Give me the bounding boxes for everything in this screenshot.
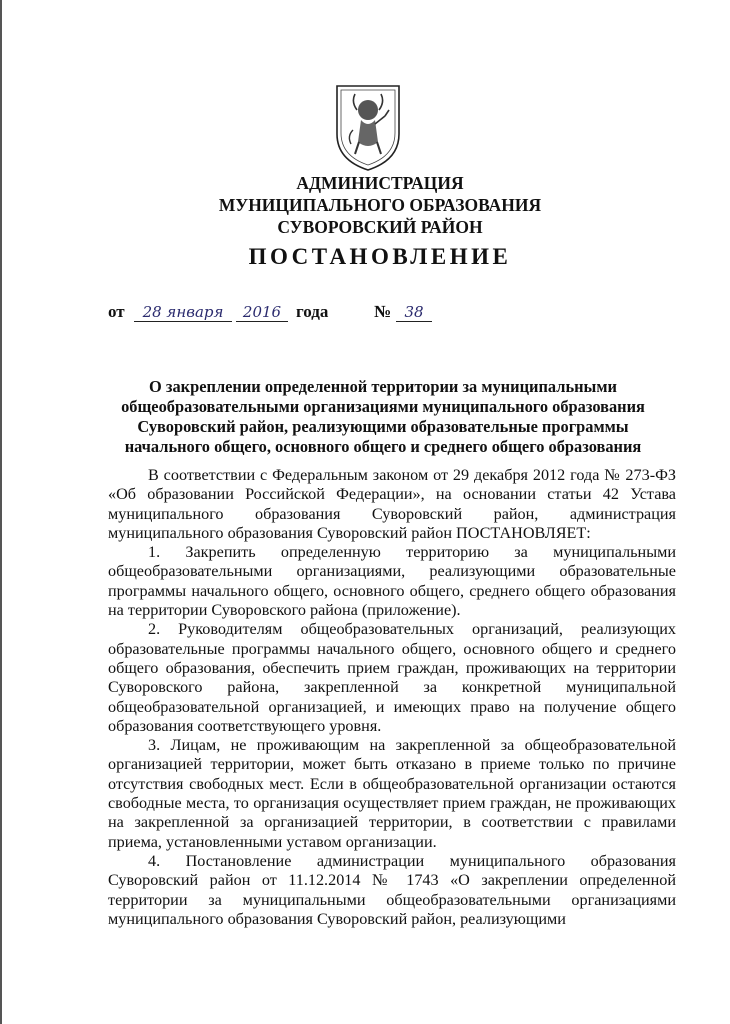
document-subject	[112, 377, 654, 457]
handwritten-number: 38	[396, 303, 432, 322]
handwritten-date: 28 января	[134, 303, 232, 322]
year-label: года	[296, 302, 329, 321]
document-body	[108, 466, 676, 929]
subject-line-1: О закреплении определенной территории за муниципальными	[149, 377, 617, 396]
scan-edge	[0, 0, 2, 1024]
org-line-3: СУВОРОВСКИЙ РАЙОН	[277, 217, 483, 237]
organization-name	[150, 172, 610, 238]
org-line-2: МУНИЦИПАЛЬНОГО ОБРАЗОВАНИЯ	[218, 195, 542, 215]
paragraph-item-4: 4. Постановление администрации муниципального образования Суворовский район от 11.12.2014 № 1743 «О закреплении определенной территории за муниципальными общеобразовательными организациями муниципального образования Суворовский район, реализующими	[108, 851, 676, 928]
org-line-1: АДМИНИСТРАЦИЯ	[296, 173, 464, 193]
paragraph-item-3: 3. Лицам, не проживающим на закрепленной за общеобразовательной организацией территории, может быть отказано в приеме только по причине отсутствия свободных мест. Если в общеобразовательной организации остаются свободные места, то организация осуществляет прием граждан, не проживающих на закрепленной за организацией территории, в соответствии с правилами приема, установленными уставом организации.	[108, 736, 676, 851]
subject-line-2: общеобразовательными организациями муниципального образования	[121, 397, 645, 416]
date-line	[108, 300, 508, 326]
coat-of-arms-icon	[331, 80, 405, 172]
from-label: от	[108, 302, 125, 321]
subject-line-4: начального общего, основного общего и среднего общего образования	[124, 437, 642, 456]
number-label: №	[374, 302, 392, 321]
document-title: ПОСТАНОВЛЕНИЕ	[248, 244, 512, 269]
paragraph-item-2: 2. Руководителям общеобразовательных организаций, реализующих образовательные программы начального общего, основного общего и среднего общего образования, обеспечить прием граждан, проживающих на территории Суворовского района, закрепленной за конкретной муниципальной общеобразовательной организацией, и имеющих право на получение общего образования соответствующего уровня.	[108, 620, 676, 735]
paragraph-item-1: 1. Закрепить определенную территорию за муниципальными общеобразовательными организациями, реализующими образовательные программы начального общего, основного общего, среднего общего образования на территории Суворовского района (приложение).	[108, 543, 676, 620]
subject-line-3: Суворовский район, реализующими образовательные программы	[137, 417, 629, 436]
handwritten-year: 2016	[236, 303, 288, 322]
preamble-paragraph: В соответствии с Федеральным законом от 29 декабря 2012 года № 273-ФЗ «Об образовании Российской Федерации», на основании статьи 42 Устава муниципального образования Суворовский район, администрация муниципального образования Суворовский район ПОСТАНОВЛЯЕТ:	[108, 466, 676, 542]
